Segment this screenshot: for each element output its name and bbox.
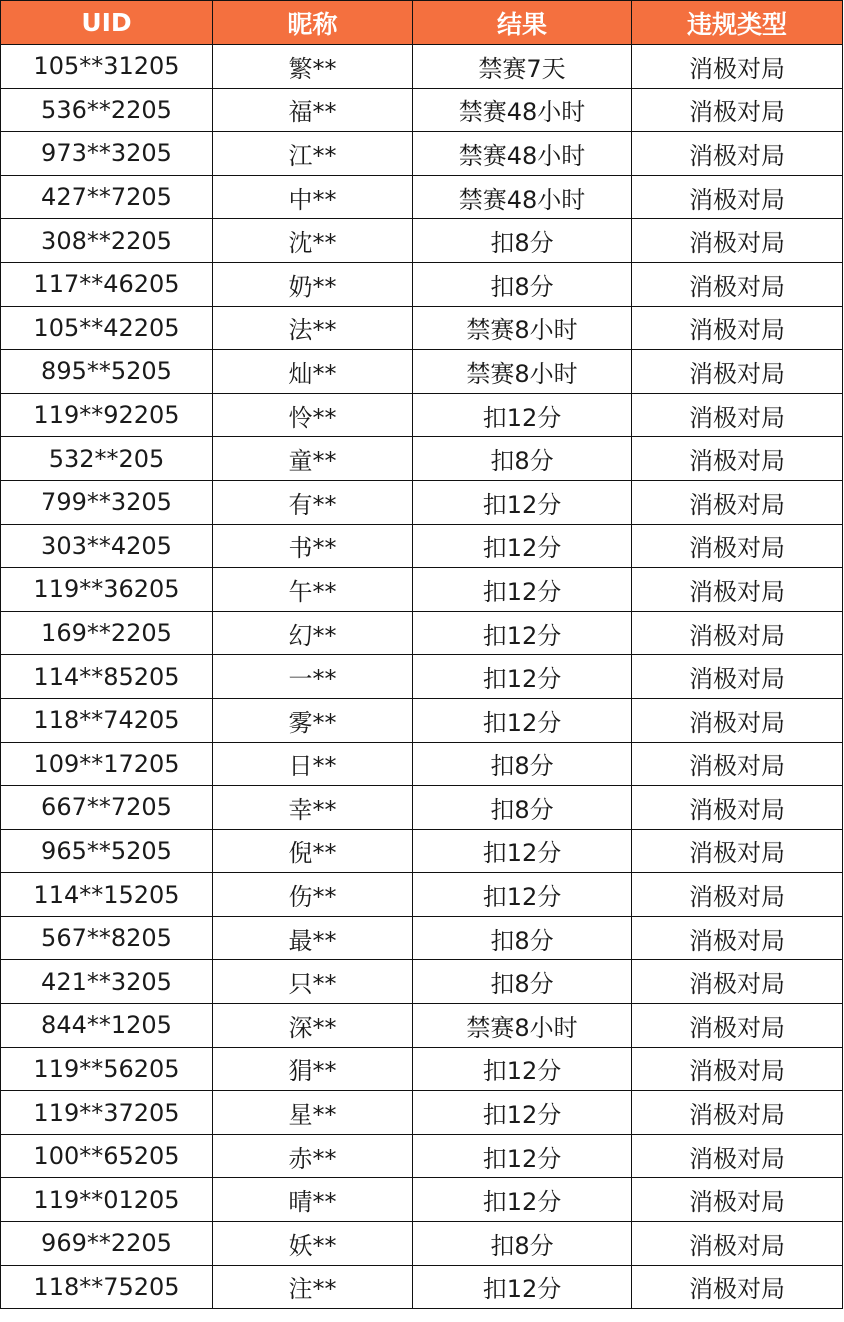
table-row	[1, 132, 843, 176]
cell-uid: 567**8205	[1, 916, 213, 960]
cell-uid: 965**5205	[1, 829, 213, 873]
cell-result: 扣8分	[413, 219, 632, 263]
cell-result: 扣8分	[413, 960, 632, 1004]
table-row	[1, 1004, 843, 1048]
cell-uid: 119**01205	[1, 1178, 213, 1222]
table-row	[1, 262, 843, 306]
cell-result: 禁赛48小时	[413, 88, 632, 132]
cell-result: 扣12分	[413, 1134, 632, 1178]
cell-nickname: 倪**	[213, 829, 413, 873]
cell-result: 扣12分	[413, 1091, 632, 1135]
cell-uid: 119**37205	[1, 1091, 213, 1135]
cell-nickname: 赤**	[213, 1134, 413, 1178]
cell-nickname: 注**	[213, 1265, 413, 1309]
table-row	[1, 219, 843, 263]
cell-violation-type: 消极对局	[632, 1265, 843, 1309]
cell-nickname: 有**	[213, 480, 413, 524]
cell-result: 扣12分	[413, 1178, 632, 1222]
cell-result: 扣12分	[413, 568, 632, 612]
cell-violation-type: 消极对局	[632, 1091, 843, 1135]
cell-violation-type: 消极对局	[632, 655, 843, 699]
cell-violation-type: 消极对局	[632, 960, 843, 1004]
table-body	[1, 45, 843, 1309]
table-row	[1, 88, 843, 132]
cell-uid: 118**74205	[1, 698, 213, 742]
table-row	[1, 742, 843, 786]
table-row	[1, 1091, 843, 1135]
cell-uid: 119**56205	[1, 1047, 213, 1091]
cell-violation-type: 消极对局	[632, 45, 843, 89]
cell-nickname: 童**	[213, 437, 413, 481]
cell-nickname: 灿**	[213, 350, 413, 394]
cell-uid: 118**75205	[1, 1265, 213, 1309]
cell-nickname: 法**	[213, 306, 413, 350]
table-row	[1, 1134, 843, 1178]
cell-nickname: 书**	[213, 524, 413, 568]
cell-nickname: 一**	[213, 655, 413, 699]
cell-nickname: 妖**	[213, 1222, 413, 1266]
cell-nickname: 只**	[213, 960, 413, 1004]
cell-uid: 667**7205	[1, 786, 213, 830]
table-row	[1, 1047, 843, 1091]
cell-violation-type: 消极对局	[632, 524, 843, 568]
table-row	[1, 1222, 843, 1266]
cell-result: 扣12分	[413, 611, 632, 655]
cell-result: 扣8分	[413, 742, 632, 786]
cell-nickname: 晴**	[213, 1178, 413, 1222]
cell-result: 扣12分	[413, 873, 632, 917]
cell-violation-type: 消极对局	[632, 262, 843, 306]
cell-uid: 169**2205	[1, 611, 213, 655]
cell-uid: 799**3205	[1, 480, 213, 524]
cell-result: 扣12分	[413, 524, 632, 568]
cell-violation-type: 消极对局	[632, 306, 843, 350]
cell-violation-type: 消极对局	[632, 350, 843, 394]
cell-uid: 427**7205	[1, 175, 213, 219]
cell-result: 禁赛7天	[413, 45, 632, 89]
table-row	[1, 1178, 843, 1222]
cell-violation-type: 消极对局	[632, 88, 843, 132]
cell-uid: 105**31205	[1, 45, 213, 89]
table-row	[1, 786, 843, 830]
cell-result: 扣12分	[413, 1047, 632, 1091]
table-row	[1, 829, 843, 873]
cell-violation-type: 消极对局	[632, 611, 843, 655]
cell-nickname: 雾**	[213, 698, 413, 742]
table-row	[1, 873, 843, 917]
cell-violation-type: 消极对局	[632, 1178, 843, 1222]
table-row	[1, 655, 843, 699]
cell-result: 禁赛8小时	[413, 1004, 632, 1048]
cell-nickname: 深**	[213, 1004, 413, 1048]
cell-nickname: 怜**	[213, 393, 413, 437]
cell-uid: 100**65205	[1, 1134, 213, 1178]
cell-result: 扣8分	[413, 916, 632, 960]
cell-uid: 895**5205	[1, 350, 213, 394]
cell-violation-type: 消极对局	[632, 1004, 843, 1048]
cell-violation-type: 消极对局	[632, 829, 843, 873]
cell-violation-type: 消极对局	[632, 698, 843, 742]
cell-result: 禁赛8小时	[413, 306, 632, 350]
table-row	[1, 480, 843, 524]
cell-nickname: 江**	[213, 132, 413, 176]
cell-nickname: 沈**	[213, 219, 413, 263]
cell-uid: 119**36205	[1, 568, 213, 612]
cell-uid: 969**2205	[1, 1222, 213, 1266]
cell-result: 扣12分	[413, 1265, 632, 1309]
cell-uid: 532**205	[1, 437, 213, 481]
cell-nickname: 日**	[213, 742, 413, 786]
cell-uid: 119**92205	[1, 393, 213, 437]
cell-violation-type: 消极对局	[632, 1134, 843, 1178]
cell-violation-type: 消极对局	[632, 786, 843, 830]
cell-result: 扣8分	[413, 262, 632, 306]
cell-nickname: 繁**	[213, 45, 413, 89]
cell-violation-type: 消极对局	[632, 1047, 843, 1091]
table-row	[1, 393, 843, 437]
cell-nickname: 午**	[213, 568, 413, 612]
cell-uid: 117**46205	[1, 262, 213, 306]
header-nickname: 昵称	[213, 1, 413, 45]
cell-result: 禁赛48小时	[413, 132, 632, 176]
cell-uid: 844**1205	[1, 1004, 213, 1048]
table-row	[1, 698, 843, 742]
table-row	[1, 306, 843, 350]
cell-nickname: 幸**	[213, 786, 413, 830]
cell-uid: 308**2205	[1, 219, 213, 263]
cell-uid: 114**85205	[1, 655, 213, 699]
cell-nickname: 星**	[213, 1091, 413, 1135]
cell-uid: 105**42205	[1, 306, 213, 350]
cell-result: 扣12分	[413, 480, 632, 524]
cell-result: 扣8分	[413, 437, 632, 481]
cell-result: 扣12分	[413, 829, 632, 873]
table-row	[1, 524, 843, 568]
cell-uid: 109**17205	[1, 742, 213, 786]
cell-violation-type: 消极对局	[632, 437, 843, 481]
cell-nickname: 福**	[213, 88, 413, 132]
cell-uid: 536**2205	[1, 88, 213, 132]
cell-nickname: 幻**	[213, 611, 413, 655]
header-row	[1, 1, 843, 45]
cell-violation-type: 消极对局	[632, 742, 843, 786]
cell-nickname: 最**	[213, 916, 413, 960]
cell-violation-type: 消极对局	[632, 219, 843, 263]
cell-uid: 973**3205	[1, 132, 213, 176]
cell-nickname: 中**	[213, 175, 413, 219]
cell-result: 扣8分	[413, 1222, 632, 1266]
table-row	[1, 916, 843, 960]
cell-result: 禁赛48小时	[413, 175, 632, 219]
table-row	[1, 350, 843, 394]
cell-result: 扣12分	[413, 393, 632, 437]
table-row	[1, 960, 843, 1004]
header-result: 结果	[413, 1, 632, 45]
cell-violation-type: 消极对局	[632, 393, 843, 437]
header-violation-type: 违规类型	[632, 1, 843, 45]
table-row	[1, 568, 843, 612]
cell-result: 扣12分	[413, 698, 632, 742]
cell-violation-type: 消极对局	[632, 568, 843, 612]
cell-uid: 421**3205	[1, 960, 213, 1004]
table-row	[1, 45, 843, 89]
cell-uid: 303**4205	[1, 524, 213, 568]
cell-violation-type: 消极对局	[632, 132, 843, 176]
cell-violation-type: 消极对局	[632, 480, 843, 524]
table-row	[1, 437, 843, 481]
cell-nickname: 狷**	[213, 1047, 413, 1091]
cell-result: 扣8分	[413, 786, 632, 830]
cell-result: 扣12分	[413, 655, 632, 699]
cell-violation-type: 消极对局	[632, 175, 843, 219]
cell-nickname: 伤**	[213, 873, 413, 917]
table-row	[1, 175, 843, 219]
cell-violation-type: 消极对局	[632, 873, 843, 917]
header-uid: UID	[1, 1, 213, 45]
table-row	[1, 1265, 843, 1309]
table-row	[1, 611, 843, 655]
table-header	[1, 1, 843, 45]
cell-violation-type: 消极对局	[632, 1222, 843, 1266]
cell-nickname: 奶**	[213, 262, 413, 306]
cell-result: 禁赛8小时	[413, 350, 632, 394]
cell-uid: 114**15205	[1, 873, 213, 917]
cell-violation-type: 消极对局	[632, 916, 843, 960]
